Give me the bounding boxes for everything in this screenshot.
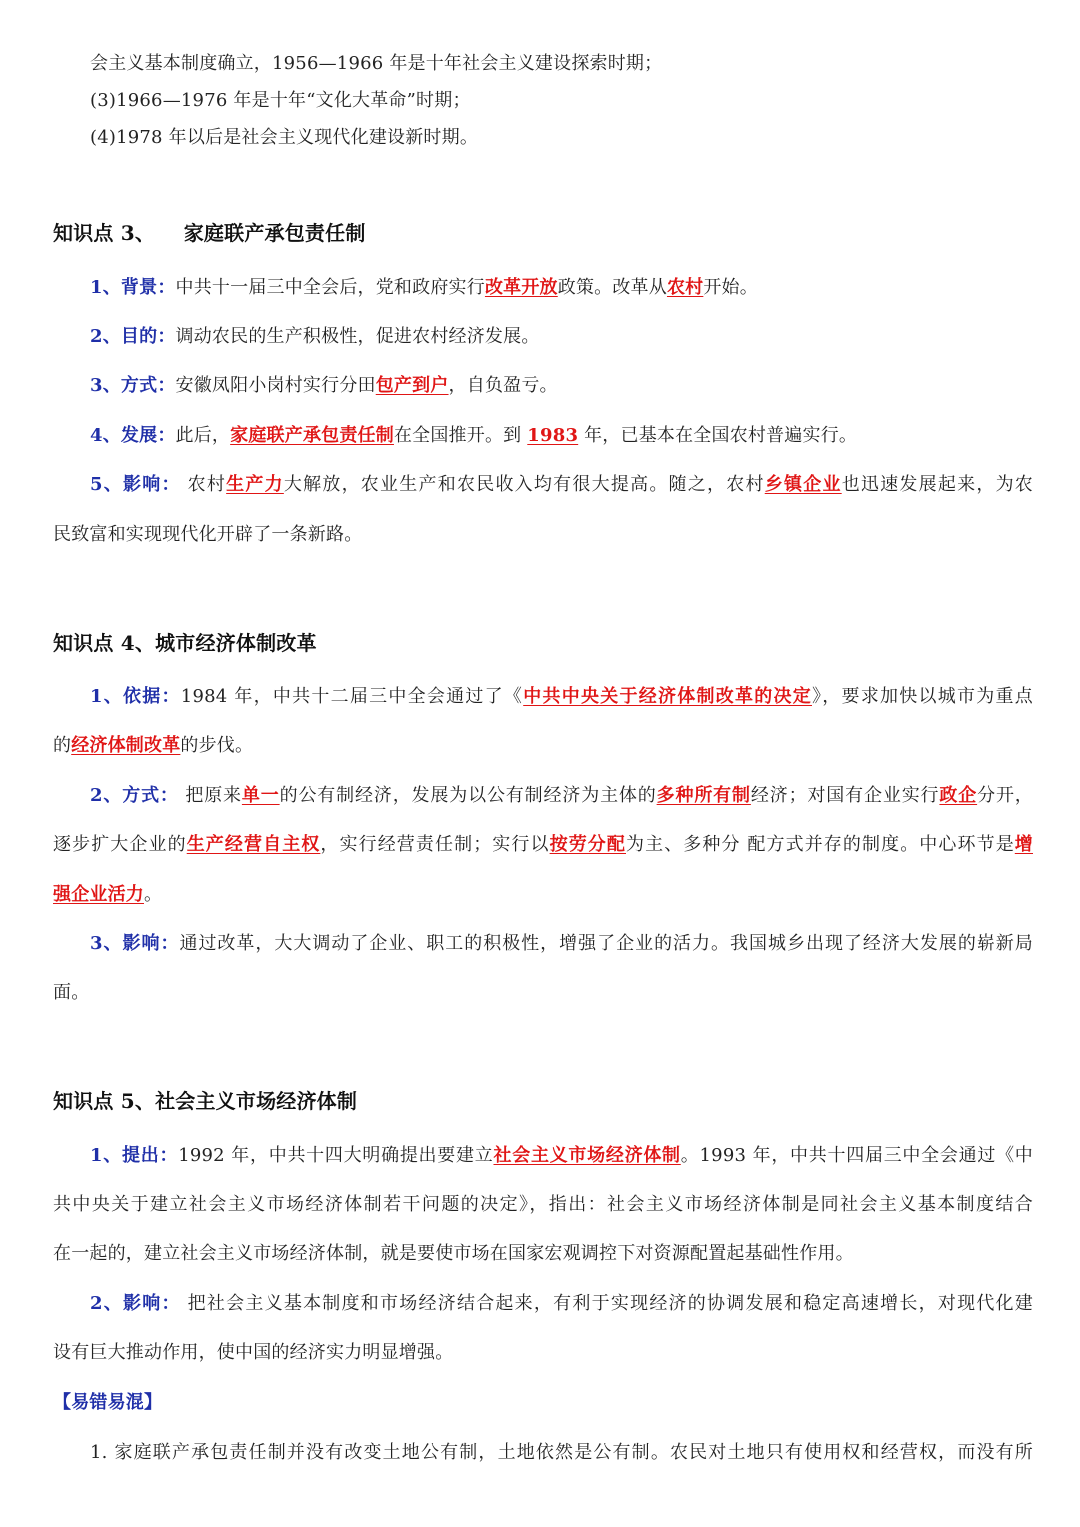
- text: 的: [53, 735, 72, 756]
- keyword: 1983: [527, 425, 579, 446]
- keyword: 强企业活力: [53, 884, 144, 905]
- kp3-background: [90, 275, 1033, 301]
- kp3-development: [90, 423, 1033, 449]
- intro-line-1: 会主义基本制度确立，1956—1966 年是十年社会主义建设探索时期；: [90, 53, 663, 74]
- text: 在全国推开。到: [393, 425, 528, 446]
- kp4-method-line3: [53, 882, 1033, 908]
- intro-line-3: (4)1978 年以后是社会主义现代化建设新时期。: [90, 127, 479, 148]
- keyword: 社会主义市场经济体制: [493, 1145, 681, 1166]
- keyword: 政企: [939, 785, 978, 806]
- kp4-method-line1: [90, 783, 1033, 809]
- kp3-p4-label: 4、发展：: [90, 425, 176, 446]
- text: 逐步扩大企业的: [53, 834, 187, 855]
- text: 农村: [180, 474, 227, 495]
- keyword: 生产经营自主权: [186, 834, 321, 855]
- text: ，实行经营责任制；实行以: [320, 834, 550, 855]
- keyword: 农村: [666, 277, 704, 298]
- intro-line-2: (3)1966—1976 年是十年“文化大革命”时期；: [90, 90, 471, 111]
- text: 的步伐。: [180, 735, 254, 756]
- text: 中共十一届三中全会后，党和政府实行: [175, 277, 485, 298]
- text: 安徽凤阳小岗村实行分田: [175, 375, 376, 396]
- text: 1992 年，中共十四大明确提出要建立: [178, 1145, 494, 1166]
- text: 此后，: [175, 425, 231, 446]
- kp4-p1-label: 1、依据：: [90, 686, 181, 707]
- text: 的公有制经济，发展为以公有制经济为主体的: [279, 785, 657, 806]
- text: 分开，: [977, 785, 1034, 806]
- text: ，自负盈亏。: [448, 375, 558, 396]
- tips-title: 【易错易混】: [53, 1392, 163, 1413]
- kp3-p1-label: 1、背景：: [90, 277, 176, 298]
- kp5-impact-line1: [90, 1291, 1033, 1317]
- text: 政策。改革从: [557, 277, 667, 298]
- keyword: 包产到户: [375, 375, 449, 396]
- text: 也迅速发展起来，为农: [841, 474, 1034, 495]
- kp5-p1-label: 1、提出：: [90, 1145, 179, 1166]
- kp5-proposal-line2: 共中央关于建立社会主义市场经济体制若干问题的决定》，指出：社会主义市场经济体制是同社会主义基本制度结合: [53, 1194, 1033, 1215]
- kp3-title: 知识点 3、 家庭联产承包责任制: [53, 221, 366, 245]
- kp5-title: 知识点 5、社会主义市场经济体制: [53, 1089, 358, 1113]
- kp5-proposal-line1: [90, 1143, 1033, 1169]
- kp3-p3-label: 3、方式：: [90, 375, 176, 396]
- tips-item-1: 1. 家庭联产承包责任制并没有改变土地公有制，土地依然是公有制。农民对土地只有使用权和经营权，而没有所: [90, 1442, 1033, 1463]
- keyword: 改革开放: [484, 277, 558, 298]
- text: 把社会主义基本制度和市场经济结合起来，有利于实现经济的协调发展和稳定高速增长，对现代化建: [180, 1293, 1033, 1314]
- keyword: 多种所有制: [656, 785, 751, 806]
- kp4-impact-line2: 面。: [53, 982, 90, 1003]
- keyword: 单一: [241, 785, 280, 806]
- kp5-p2-label: 2、影响：: [90, 1293, 181, 1314]
- text: 大解放，农业生产和农民收入均有很大提高。随之，农村: [283, 474, 765, 495]
- text: 把原来: [178, 785, 242, 806]
- kp3-p5-label: 5、影响：: [90, 474, 181, 495]
- kp3-impact-line2: 民致富和实现现代化开辟了一条新路。: [53, 524, 363, 545]
- kp4-basis-line1: [90, 684, 1033, 710]
- keyword: 中共中央关于经济体制改革的决定: [523, 686, 812, 707]
- kp3-p2-label: 2、目的：: [90, 326, 176, 347]
- kp4-p3-label: 3、影响：: [90, 933, 180, 954]
- text: 。1993 年，中共十四届三中全会通过《中: [680, 1145, 1034, 1166]
- text: 为主、多种分 配方式并存的制度。中心环节是: [626, 834, 1015, 855]
- text: 经济；对国有企业实行: [750, 785, 940, 806]
- kp3-impact-line1: [90, 472, 1033, 498]
- keyword: 乡镇企业: [764, 474, 842, 495]
- kp4-method-line2: [53, 832, 1033, 858]
- text: 。: [144, 884, 163, 905]
- kp3-purpose: [90, 324, 1033, 350]
- kp5-proposal-line3: 在一起的，建立社会主义市场经济体制，就是要使市场在国家宏观调控下对资源配置起基础性作用。: [53, 1243, 854, 1264]
- kp4-impact-line1: [90, 931, 1033, 957]
- keyword: 家庭联产承包责任制: [230, 425, 394, 446]
- text: 开始。: [703, 277, 758, 298]
- kp4-basis-line2: [53, 733, 1033, 759]
- text: 年，已基本在全国农村普遍实行。: [578, 425, 858, 446]
- text: 调动农民的生产积极性，促进农村经济发展。: [175, 326, 540, 347]
- text: 通过改革，大大调动了企业、职工的积极性，增强了企业的活力。我国城乡出现了经济大发展的崭新局: [179, 933, 1033, 954]
- text: 》，要求加快以城市为重点: [812, 686, 1033, 707]
- kp4-p2-label: 2、方式：: [90, 785, 179, 806]
- text: 1984 年，中共十二届三中全会通过了《: [180, 686, 524, 707]
- kp4-title: 知识点 4、城市经济体制改革: [53, 631, 317, 655]
- kp5-impact-line2: 设有巨大推动作用，使中国的经济实力明显增强。: [53, 1342, 454, 1363]
- keyword: 生产力: [226, 474, 284, 495]
- keyword: 按劳分配: [549, 834, 626, 855]
- kp3-method: [90, 373, 1033, 399]
- keyword: 经济体制改革: [71, 735, 181, 756]
- keyword: 增: [1014, 834, 1033, 855]
